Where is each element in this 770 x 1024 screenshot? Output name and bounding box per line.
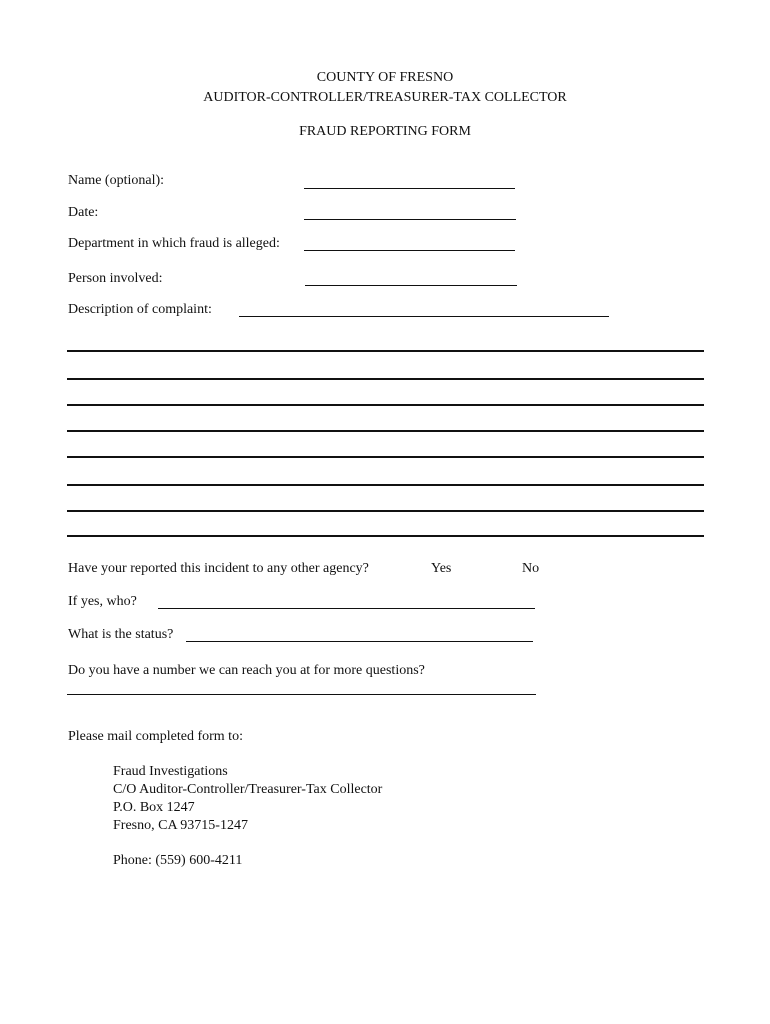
description-line[interactable] bbox=[67, 456, 704, 458]
department-field-line[interactable] bbox=[304, 250, 515, 251]
mail-po-box: P.O. Box 1247 bbox=[113, 800, 195, 815]
date-label: Date: bbox=[68, 205, 99, 220]
status-field-line[interactable] bbox=[186, 641, 533, 642]
description-line[interactable] bbox=[67, 430, 704, 432]
phone-question: Do you have a number we can reach you at for more questions? bbox=[68, 663, 425, 678]
contact-phone: Phone: (559) 600-4211 bbox=[113, 853, 243, 868]
person-field-line[interactable] bbox=[305, 285, 517, 286]
description-line[interactable] bbox=[67, 484, 704, 486]
status-label: What is the status? bbox=[68, 627, 174, 642]
description-line[interactable] bbox=[67, 510, 704, 512]
if-yes-field-line[interactable] bbox=[158, 608, 535, 609]
description-line[interactable] bbox=[67, 535, 704, 537]
description-label: Description of complaint: bbox=[68, 302, 212, 317]
mail-intro: Please mail completed form to: bbox=[68, 729, 243, 744]
description-line[interactable] bbox=[67, 404, 704, 406]
department-label: Department in which fraud is alleged: bbox=[68, 236, 280, 251]
form-title: FRAUD REPORTING FORM bbox=[299, 124, 471, 139]
reported-question: Have your reported this incident to any other agency? bbox=[68, 561, 369, 576]
yes-option[interactable]: Yes bbox=[431, 561, 452, 576]
no-option[interactable]: No bbox=[522, 561, 540, 576]
person-label: Person involved: bbox=[68, 271, 163, 286]
mail-city: Fresno, CA 93715-1247 bbox=[113, 818, 248, 833]
county-name: COUNTY OF FRESNO bbox=[316, 70, 454, 85]
name-field-line[interactable] bbox=[304, 188, 515, 189]
description-line[interactable] bbox=[67, 350, 704, 352]
description-field-line[interactable] bbox=[239, 316, 609, 317]
phone-field-line[interactable] bbox=[67, 694, 536, 695]
office-name: AUDITOR-CONTROLLER/TREASURER-TAX COLLECTOR bbox=[203, 90, 567, 105]
mail-care-of: C/O Auditor-Controller/Treasurer-Tax Collector bbox=[113, 782, 383, 797]
date-field-line[interactable] bbox=[304, 219, 516, 220]
if-yes-label: If yes, who? bbox=[68, 594, 137, 609]
mail-recipient: Fraud Investigations bbox=[113, 764, 228, 779]
name-label: Name (optional): bbox=[68, 173, 165, 188]
description-line[interactable] bbox=[67, 378, 704, 380]
